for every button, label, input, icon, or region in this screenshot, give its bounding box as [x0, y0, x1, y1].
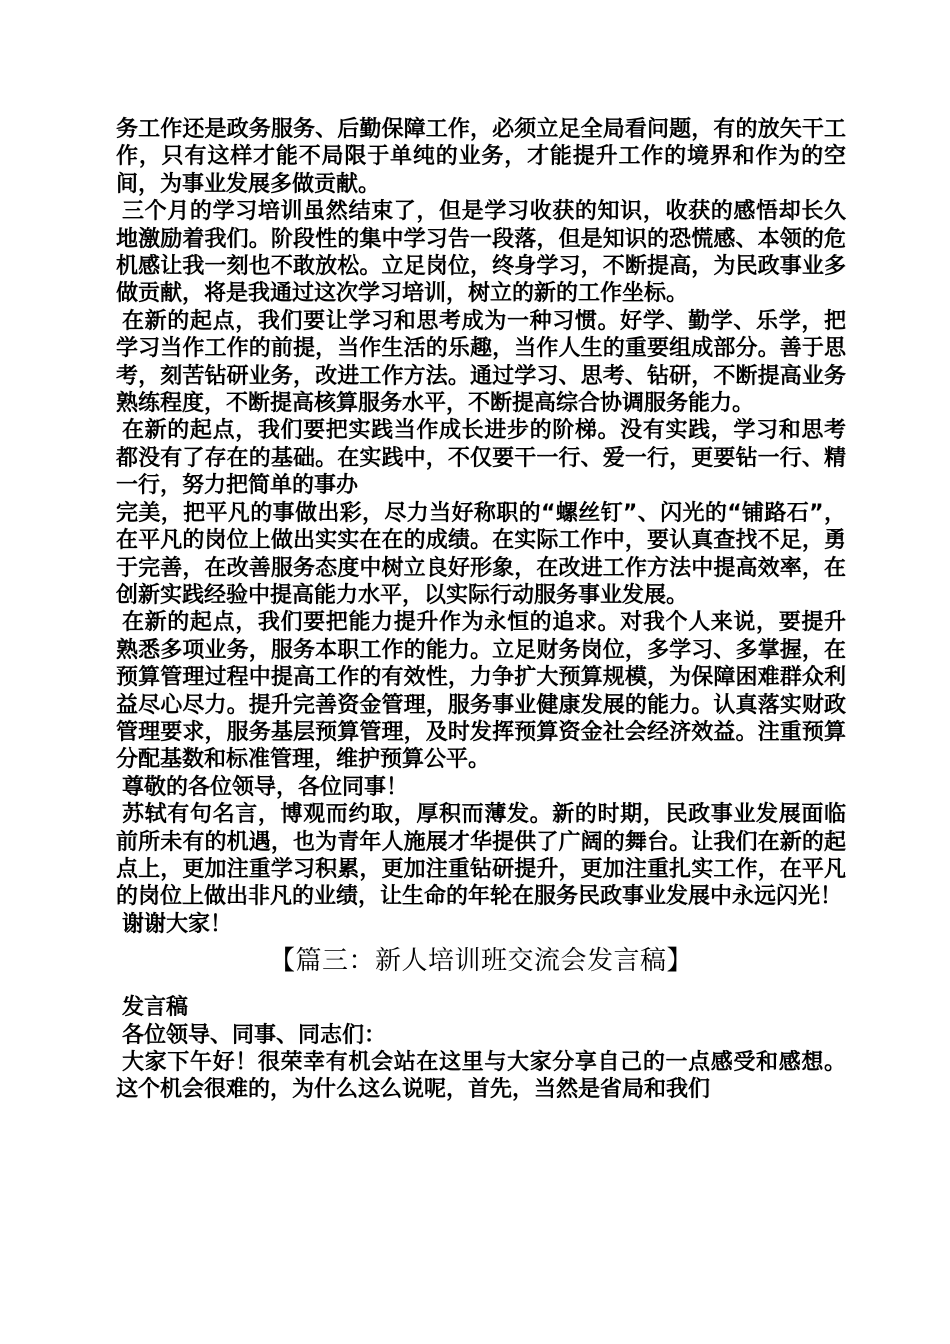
paragraph-practice-ladder: 在新的起点，我们要把实践当作成长进步的阶梯。没有实践，学习和思考都没有了存在的基础。在实践中，不仅要干一行、爱一行，更要钻一行、精一行，努力把简单的事办 — [116, 418, 846, 499]
paragraph-training-summary: 三个月的学习培训虽然结束了，但是学习收获的知识，收获的感悟却长久地激励着我们。阶段性的集中学习告一段落，但是知识的恐慌感、本领的危机感让我一刻也不敢放松。立足岗位，终身学习，不断提高，为民政事业多做贡献，将是我通过这次学习培训，树立的新的工作坐标。 — [116, 199, 846, 307]
paragraph-ability-pursuit: 在新的起点，我们要把能力提升作为永恒的追求。对我个人来说，要提升熟悉多项业务，服务本职工作的能力。立足财务岗位，多学习、多掌握，在预算管理过程中提高工作的有效性，力争扩大预算规模，为保障困难群众利益尽心尽力。提升完善资金管理，服务事业健康发展的能力。认真落实财政管理要求，服务基层预算管理，及时发挥预算资金社会经济效益。注重预算分配基数和标准管理，维护预算公平。 — [116, 610, 846, 773]
paragraph-closing-quote: 苏轼有句名言，博观而约取，厚积而薄发。新的时期，民政事业发展面临前所未有的机遇，也为青年人施展才华提供了广阔的舞台。让我们在新的起点上，更加注重学习积累，更加注重钻研提升，更加注重扎实工作，在平凡的岗位上做出非凡的业绩，让生命的年轮在服务民政事业发展中永远闪光！ — [116, 802, 846, 910]
paragraph-practice-continued: 完美，把平凡的事做出彩，尽力当好称职的“螺丝钉”、闪光的“铺路石”，在平凡的岗位上做出实实在在的成绩。在实际工作中，要认真查找不足，勇于完善，在改善服务态度中树立良好形象，在改进工作方法中提高效率，在创新实践经验中提高能力水平，以实际行动服务事业发展。 — [116, 500, 846, 608]
section-heading: 【篇三：新人培训班交流会发言稿】 — [268, 946, 693, 977]
paragraph-salutation: 尊敬的各位领导，各位同事！ — [122, 774, 409, 800]
document-body — [116, 116, 846, 1104]
paragraph-thanks: 谢谢大家！ — [122, 911, 233, 937]
paragraph-opening: 大家下午好！很荣幸有机会站在这里与大家分享自己的一点感受和感想。这个机会很难的，为什么这么说呢，首先，当然是省局和我们 — [116, 1050, 846, 1103]
paragraph-learning-habit: 在新的起点，我们要让学习和思考成为一种习惯。好学、勤学、乐学，把学习当作工作的前提，当作生活的乐趣，当作人生的重要组成部分。善于思考，刻苦钻研业务，改进工作方法。通过学习、思考、钻研，不断提高业务熟练程度，不断提高核算服务水平，不断提高综合协调服务能力。 — [116, 308, 846, 417]
paragraph-speech-title: 发言稿 — [122, 995, 189, 1021]
paragraph-greeting: 各位领导、同事、同志们： — [122, 1022, 387, 1048]
paragraph-continuation: 务工作还是政务服务、后勤保障工作，必须立足全局看问题，有的放矢干工作，只有这样才能不局限于单纯的业务，才能提升工作的境界和作为的空间，为事业发展多做贡献。 — [116, 117, 846, 197]
